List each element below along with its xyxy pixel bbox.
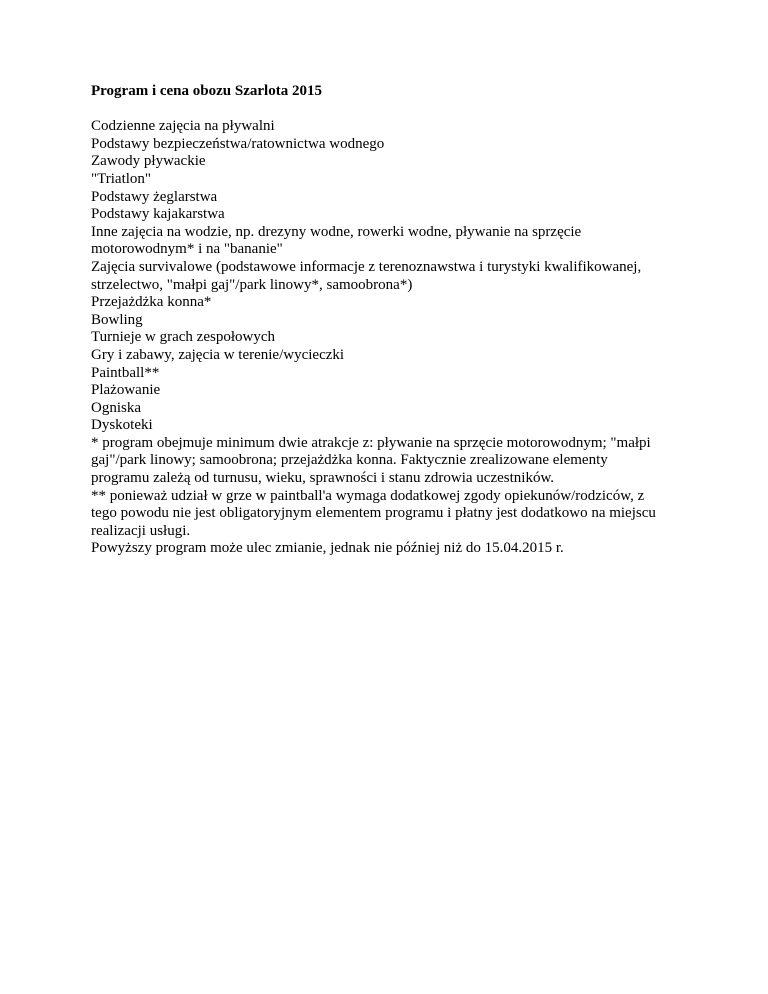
text-line: Ogniska [91, 399, 141, 416]
document-page [91, 83, 691, 558]
text-line: Inne zajęcia na wodzie, np. drezyny wodne, rowerki wodne, pływanie na sprzęcie [91, 223, 582, 240]
text-line: Dyskoteki [91, 417, 153, 434]
text-line: "Triatlon" [91, 170, 152, 187]
text-line: motorowodnym* i na "bananie" [91, 241, 283, 258]
text-line: Zawody pływackie [91, 153, 206, 170]
text-line: Podstawy bezpieczeństwa/ratownictwa wodnego [91, 135, 385, 152]
text-line: Podstawy żeglarstwa [91, 188, 218, 205]
document-title: Program i cena obozu Szarlota 2015 [91, 83, 322, 99]
footnote-line: realizacji usługi. [91, 522, 191, 539]
text-line: Gry i zabawy, zajęcia w terenie/wycieczki [91, 346, 345, 363]
text-line: Plażowanie [91, 382, 161, 399]
footnote-line: programu zależą od turnusu, wieku, sprawności i stanu zdrowia uczestników. [91, 470, 555, 487]
text-line: Turnieje w grach zespołowych [91, 329, 275, 346]
footnote-line: * program obejmuje minimum dwie atrakcje z: pływanie na sprzęcie motorowodnym; "małpi [91, 434, 651, 451]
text-line: Zajęcia survivalowe (podstawowe informacje z terenoznawstwa i turystyki kwalifikowanej, [91, 258, 642, 275]
closing-note-line: Powyższy program może ulec zmianie, jednak nie później niż do 15.04.2015 r. [91, 540, 564, 557]
text-line: strzelectwo, "małpi gaj"/park linowy*, samoobrona*) [91, 276, 413, 293]
footnote-line: ** ponieważ udział w grze w paintball'a wymaga dodatkowej zgody opiekunów/rodziców, z [91, 487, 645, 504]
footnote-line: tego powodu nie jest obligatoryjnym elementem programu i płatny jest dodatkowo na miejscu [91, 505, 656, 522]
text-line: Bowling [91, 311, 143, 328]
footnote-line: gaj"/park linowy; samoobrona; przejażdżka konna. Faktycznie zrealizowane elementy [91, 452, 608, 469]
text-line: Podstawy kajakarstwa [91, 206, 225, 223]
text-line: Paintball** [91, 364, 160, 381]
text-line: Codzienne zajęcia na pływalni [91, 118, 275, 135]
text-line: Przejażdżka konna* [91, 294, 212, 311]
program-list [91, 118, 691, 558]
